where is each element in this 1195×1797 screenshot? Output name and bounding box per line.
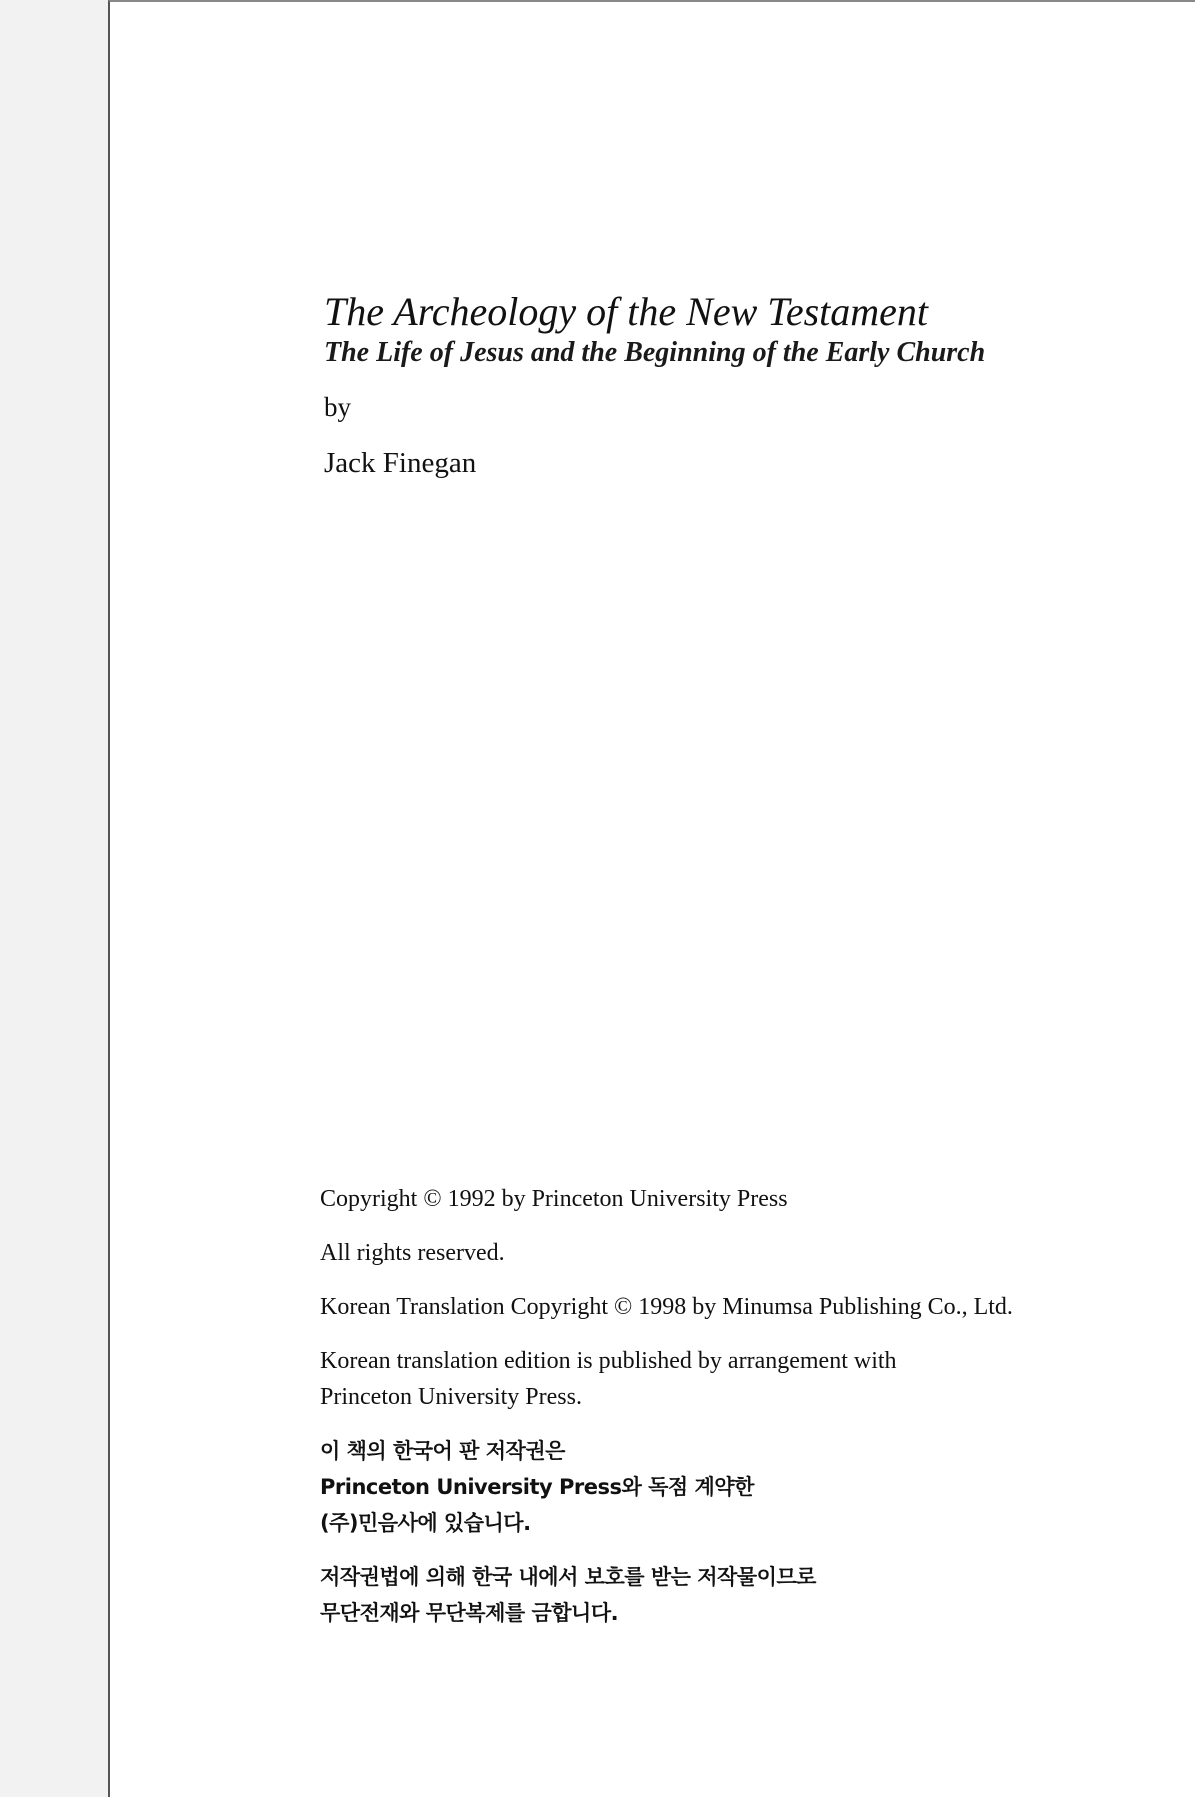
book-page	[108, 0, 1195, 1797]
book-title: The Archeology of the New Testament	[324, 289, 929, 334]
arrangement-notice	[320, 1343, 1180, 1415]
copyright-block	[320, 1181, 1180, 1649]
title-block	[324, 288, 985, 370]
translation-copyright: Korean Translation Copyright © 1998 by Minumsa Publishing Co., Ltd.	[320, 1294, 1013, 1320]
korean-rights-line: Princeton University Press와 독점 계약한	[320, 1475, 754, 1499]
arrangement-line: Korean translation edition is published by arrangement with	[320, 1348, 897, 1374]
korean-rights-line: 이 책의 한국어 판 저작권은	[320, 1439, 565, 1463]
korean-law-line: 무단전재와 무단복제를 금합니다.	[320, 1601, 619, 1625]
original-copyright: Copyright © 1992 by Princeton University Press	[320, 1186, 788, 1212]
korean-law-line: 저작권법에 의해 한국 내에서 보호를 받는 저작물이므로	[320, 1565, 816, 1589]
korean-law-notice	[320, 1559, 1180, 1631]
arrangement-line: Princeton University Press.	[320, 1384, 582, 1410]
korean-rights-line: (주)민음사에 있습니다.	[320, 1511, 531, 1535]
rights-reserved: All rights reserved.	[320, 1240, 505, 1266]
by-label: by	[324, 392, 351, 422]
korean-rights-notice	[320, 1433, 1180, 1541]
author-name: Jack Finegan	[324, 447, 477, 479]
book-subtitle: The Life of Jesus and the Beginning of the Early Church	[324, 337, 986, 368]
